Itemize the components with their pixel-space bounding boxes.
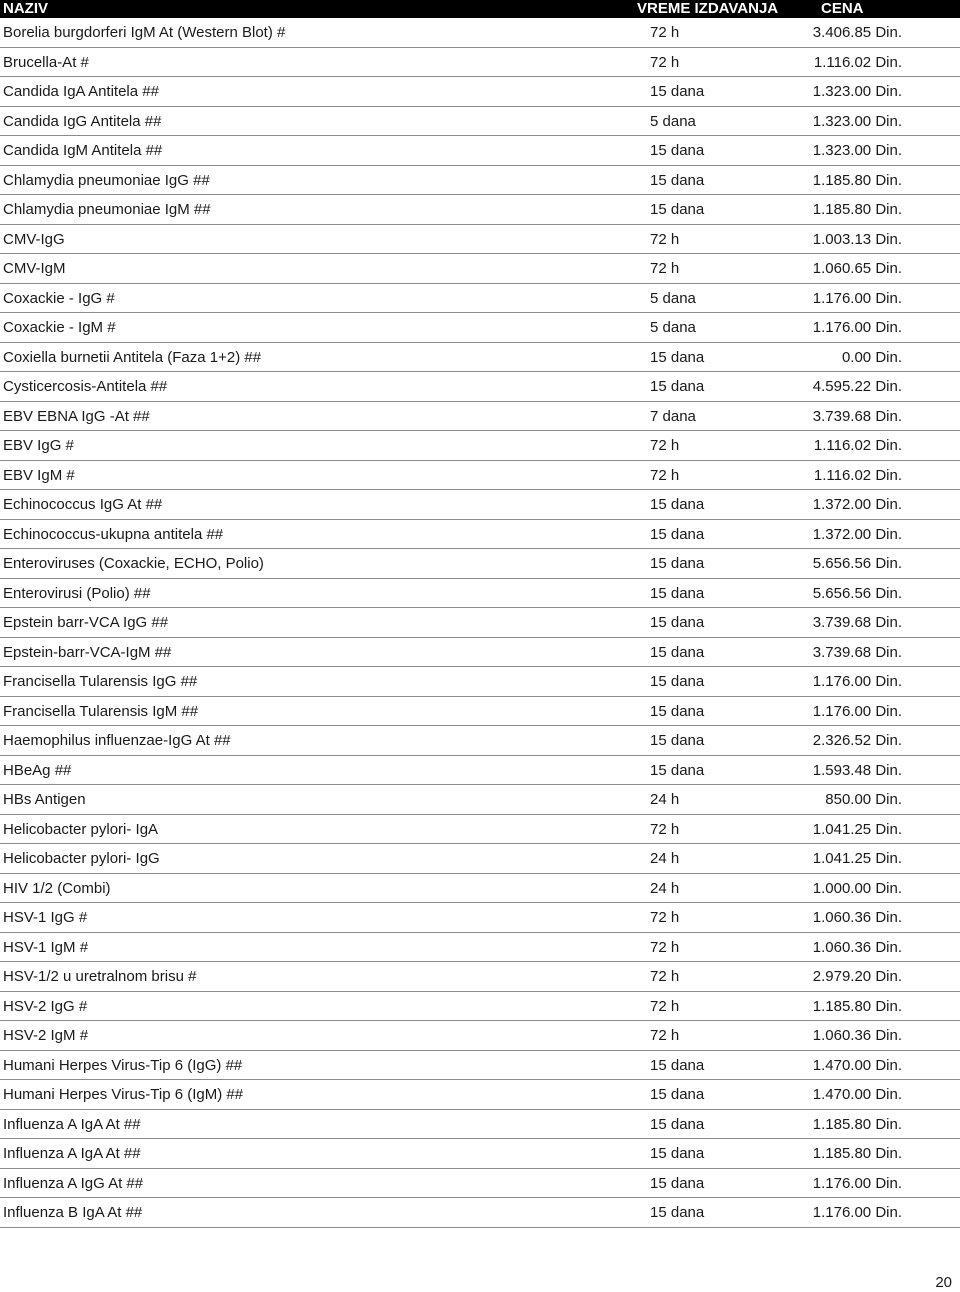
row-price: 1.041.25 Din.: [812, 820, 902, 838]
row-time: 15 dana: [650, 732, 705, 749]
row-time: 15 dana: [650, 348, 705, 366]
table-row: [0, 785, 960, 815]
row-name: Coxackie - IgM #: [3, 319, 116, 336]
row-time: 72 h: [650, 466, 680, 484]
table-row: [0, 1198, 960, 1228]
row-name: HSV-2 IgG #: [3, 997, 88, 1015]
row-price: 3.739.68 Din.: [812, 643, 902, 661]
table-row: [0, 962, 960, 992]
row-price: 3.739.68 Din.: [812, 407, 902, 425]
row-time: 15 dana: [650, 555, 705, 572]
row-time: 15 dana: [650, 1115, 705, 1133]
row-time: 24 h: [650, 879, 680, 897]
row-time: 15 dana: [650, 1145, 705, 1162]
table-row: [0, 844, 960, 874]
table-row: [0, 18, 960, 48]
row-time: 5 dana: [650, 319, 696, 336]
row-time: 72 h: [650, 1027, 680, 1044]
table-row: [0, 136, 960, 166]
row-name: Enterovirusi (Polio) ##: [3, 584, 151, 602]
row-name: EBV IgM #: [3, 466, 75, 484]
row-name: Chlamydia pneumoniae IgG ##: [3, 171, 210, 189]
row-time: 72 h: [650, 968, 680, 985]
row-name: Coxiella burnetii Antitela (Faza 1+2) ##: [3, 348, 262, 366]
price-table: [0, 18, 960, 1228]
row-name: Humani Herpes Virus-Tip 6 (IgM) ##: [3, 1086, 244, 1103]
row-time: 5 dana: [650, 289, 696, 307]
row-name: HSV-1 IgG #: [3, 909, 88, 926]
column-header-cena: CENA: [821, 0, 864, 17]
table-row: [0, 1051, 960, 1081]
row-name: Francisella Tularensis IgM ##: [3, 702, 199, 720]
table-row: [0, 166, 960, 196]
row-name: CMV-IgG: [3, 230, 65, 248]
row-time: 72 h: [650, 230, 680, 248]
row-price: 1.003.13 Din.: [812, 230, 902, 248]
row-time: 5 dana: [650, 112, 696, 130]
row-name: Cysticercosis-Antitela ##: [3, 378, 168, 395]
row-name: Helicobacter pylori- IgG: [3, 850, 160, 867]
row-price: 1.116.02 Din.: [813, 437, 902, 454]
table-row: [0, 933, 960, 963]
table-row: [0, 77, 960, 107]
row-name: CMV-IgM: [3, 260, 66, 277]
row-time: 15 dana: [650, 584, 705, 602]
table-row: [0, 402, 960, 432]
row-price: 1.470.00 Din.: [812, 1056, 902, 1074]
table-row: [0, 815, 960, 845]
row-price: 1.060.36 Din.: [812, 1027, 902, 1044]
table-row: [0, 343, 960, 373]
row-price: 1.060.36 Din.: [812, 938, 902, 956]
table-row: [0, 313, 960, 343]
table-row: [0, 608, 960, 638]
row-price: 5.656.56 Din.: [812, 555, 902, 572]
table-row: [0, 1110, 960, 1140]
table-row: [0, 520, 960, 550]
table-row: [0, 549, 960, 579]
table-header: [0, 0, 960, 18]
row-name: Influenza B IgA At ##: [3, 1204, 143, 1221]
row-time: 72 h: [650, 997, 680, 1015]
row-price: 1.060.65 Din.: [812, 260, 902, 277]
row-time: 15 dana: [650, 171, 705, 189]
row-price: 1.041.25 Din.: [812, 850, 902, 867]
row-price: 1.176.00 Din.: [812, 289, 902, 307]
row-price: 850.00 Din.: [825, 791, 902, 808]
row-time: 15 dana: [650, 673, 705, 690]
row-price: 1.323.00 Din.: [812, 142, 902, 159]
row-price: 1.000.00 Din.: [812, 879, 902, 897]
row-price: 1.185.80 Din.: [812, 171, 902, 189]
row-name: EBV IgG #: [3, 437, 74, 454]
row-price: 1.372.00 Din.: [812, 525, 902, 543]
row-time: 15 dana: [650, 1204, 705, 1221]
table-row: [0, 107, 960, 137]
row-price: 1.185.80 Din.: [812, 201, 902, 218]
table-row: [0, 697, 960, 727]
row-name: Haemophilus influenzae-IgG At ##: [3, 732, 231, 749]
table-row: [0, 579, 960, 609]
row-time: 72 h: [650, 909, 680, 926]
row-time: 15 dana: [650, 201, 705, 218]
row-time: 15 dana: [650, 761, 705, 779]
row-price: 1.116.02 Din.: [813, 53, 902, 71]
row-time: 15 dana: [650, 702, 705, 720]
row-time: 15 dana: [650, 1174, 705, 1192]
row-price: 1.176.00 Din.: [812, 673, 902, 690]
table-row: [0, 461, 960, 491]
row-name: HSV-2 IgM #: [3, 1027, 89, 1044]
table-row: [0, 1169, 960, 1199]
table-row: [0, 667, 960, 697]
row-name: HSV-1/2 u uretralnom brisu #: [3, 968, 197, 985]
row-price: 1.060.36 Din.: [812, 909, 902, 926]
row-price: 1.185.80 Din.: [812, 1115, 902, 1133]
row-price: 3.739.68 Din.: [812, 614, 902, 631]
row-name: Echinococcus IgG At ##: [3, 496, 163, 513]
row-time: 15 dana: [650, 142, 705, 159]
table-row: [0, 225, 960, 255]
row-price: 1.116.02 Din.: [813, 466, 902, 484]
row-name: HBeAg ##: [3, 761, 72, 779]
row-price: 1.470.00 Din.: [812, 1086, 902, 1103]
row-time: 15 dana: [650, 643, 705, 661]
row-name: Candida IgG Antitela ##: [3, 112, 162, 130]
row-price: 2.326.52 Din.: [812, 732, 902, 749]
row-time: 72 h: [650, 53, 680, 71]
table-row: [0, 372, 960, 402]
row-time: 72 h: [650, 24, 680, 41]
row-price: 2.979.20 Din.: [812, 968, 902, 985]
row-price: 1.185.80 Din.: [812, 1145, 902, 1162]
row-price: 5.656.56 Din.: [812, 584, 902, 602]
table-row: [0, 1080, 960, 1110]
row-time: 72 h: [650, 820, 680, 838]
table-row: [0, 284, 960, 314]
row-time: 15 dana: [650, 83, 705, 100]
row-price: 1.176.00 Din.: [812, 1174, 902, 1192]
table-row: [0, 903, 960, 933]
row-name: HBs Antigen: [3, 791, 86, 808]
row-price: 1.372.00 Din.: [812, 496, 902, 513]
table-row: [0, 490, 960, 520]
row-name: Epstein-barr-VCA-IgM ##: [3, 643, 172, 661]
row-name: EBV EBNA IgG -At ##: [3, 407, 150, 425]
row-name: Humani Herpes Virus-Tip 6 (IgG) ##: [3, 1056, 243, 1074]
row-time: 24 h: [650, 850, 680, 867]
column-header-naziv: NAZIV: [3, 0, 48, 17]
row-name: Helicobacter pylori- IgA: [3, 820, 159, 838]
row-name: HSV-1 IgM #: [3, 938, 89, 956]
row-price: 1.176.00 Din.: [812, 319, 902, 336]
row-price: 1.323.00 Din.: [812, 83, 902, 100]
row-name: Enteroviruses (Coxackie, ECHO, Polio): [3, 555, 264, 572]
table-row: [0, 756, 960, 786]
row-price: 1.593.48 Din.: [812, 761, 902, 779]
table-row: [0, 638, 960, 668]
table-row: [0, 992, 960, 1022]
row-price: 3.406.85 Din.: [812, 24, 902, 41]
row-price: 4.595.22 Din.: [812, 378, 902, 395]
row-name: HIV 1/2 (Combi): [3, 879, 111, 897]
row-name: Candida IgA Antitela ##: [3, 83, 159, 100]
row-name: Coxackie - IgG #: [3, 289, 115, 307]
row-time: 15 dana: [650, 525, 705, 543]
row-name: Candida IgM Antitela ##: [3, 142, 163, 159]
table-row: [0, 874, 960, 904]
row-name: Echinococcus-ukupna antitela ##: [3, 525, 224, 543]
row-name: Influenza A IgG At ##: [3, 1174, 144, 1192]
table-row: [0, 431, 960, 461]
row-price: 1.176.00 Din.: [812, 1204, 902, 1221]
table-row: [0, 1139, 960, 1169]
row-name: Chlamydia pneumoniae IgM ##: [3, 201, 211, 218]
row-time: 72 h: [650, 260, 680, 277]
row-time: 15 dana: [650, 496, 705, 513]
row-price: 1.176.00 Din.: [812, 702, 902, 720]
row-time: 72 h: [650, 437, 680, 454]
row-name: Epstein barr-VCA IgG ##: [3, 614, 169, 631]
row-name: Brucella-At #: [3, 53, 89, 71]
table-row: [0, 195, 960, 225]
row-time: 72 h: [650, 938, 680, 956]
row-price: 0.00 Din.: [841, 348, 902, 366]
table-row: [0, 48, 960, 78]
table-row: [0, 726, 960, 756]
table-row: [0, 1021, 960, 1051]
row-price: 1.323.00 Din.: [812, 112, 902, 130]
row-time: 15 dana: [650, 614, 705, 631]
row-name: Borelia burgdorferi IgM At (Western Blot) #: [3, 24, 286, 41]
row-time: 24 h: [650, 791, 680, 808]
row-time: 15 dana: [650, 378, 705, 395]
row-time: 15 dana: [650, 1086, 705, 1103]
row-name: Francisella Tularensis IgG ##: [3, 673, 198, 690]
page-number: 20: [935, 1274, 952, 1291]
row-time: 7 dana: [650, 407, 696, 425]
table-row: [0, 254, 960, 284]
column-header-vreme: VREME IZDAVANJA: [637, 0, 779, 17]
row-time: 15 dana: [650, 1056, 705, 1074]
row-name: Influenza A IgA At ##: [3, 1115, 141, 1133]
row-name: Influenza A IgA At ##: [3, 1145, 141, 1162]
row-price: 1.185.80 Din.: [812, 997, 902, 1015]
